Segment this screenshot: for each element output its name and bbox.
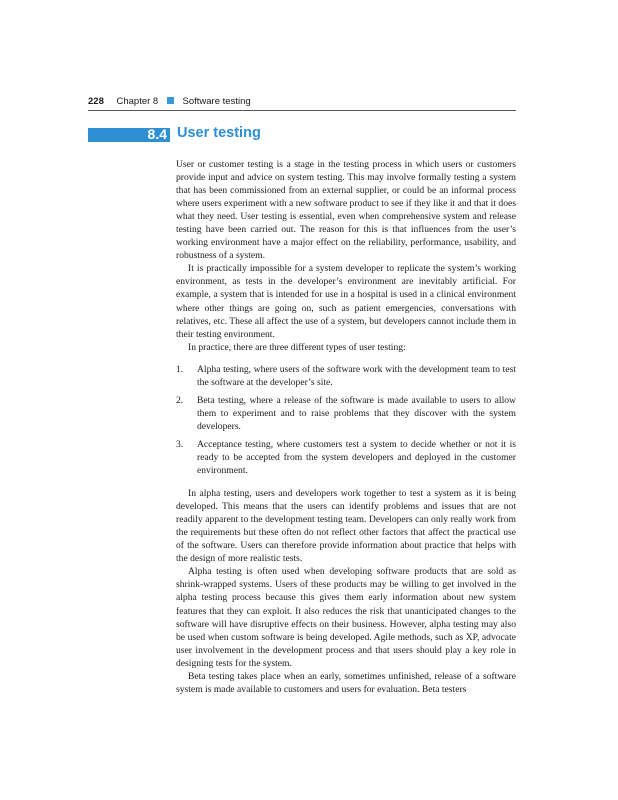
list-item — [176, 394, 516, 433]
section-title: User testing — [177, 125, 261, 141]
list-item — [176, 363, 516, 389]
paragraph: It is practically impossible for a system developer to replicate the system’s working environment, as tests in the developer’s environment are inevitably artificial. For example, a system that is intended for use in a hospital is used in a clinical environment where other things are going on, such as patient emergencies, conversations with relatives, etc. These all affect the use of a system, but developers cannot include them in their testing environment. — [176, 263, 516, 340]
paragraph: User or customer testing is a stage in the testing process in which users or customers provide input and advice on system testing. This may involve formally testing a system that has been commissioned from an external supplier, or could be an informal process where users experiment with a new software product to see if they like it and that it does what they need. User testing is essential, even when comprehensive system and release testing have been carried out. The reason for this is that influences from the user’s working environment have a major effect on the reliability, performance, usability, and robustness of a system. — [176, 159, 516, 262]
list-item — [176, 438, 516, 477]
paragraph: In alpha testing, users and developers work together to test a system as it is being developed. This means that the users can identify problems and issues that are not readily apparent to the development testing team. Developers can only really work from the requirements but these often do not reflect other factors that affect the practical use of the software. Users can therefore provide information about practice that helps with the design of more realistic tests. — [176, 488, 516, 565]
section-number: 8.4 — [147, 126, 167, 142]
list-item-number: 3. — [176, 438, 184, 450]
paragraph: Alpha testing is often used when developing software products that are sold as shrink-wrapped systems. Users of these products may be willing to get involved in the alpha testing process because this gives them early information about new system features that they can exploit. It also reduces the risk that unanticipated changes to the software will have disruptive effects on their business. However, alpha testing may also be used when custom software is being developed. Agile methods, such as XP, advocate user involvement in the development process and that users should play a key role in designing tests for the system. — [176, 566, 516, 669]
chapter-label: Chapter 8 — [116, 96, 159, 107]
page-number: 228 — [88, 96, 104, 107]
body-text — [176, 158, 516, 696]
square-bullet-icon — [167, 97, 174, 104]
list-item-text: Acceptance testing, where customers test a system to decide whether or not it is ready to be accepted from the system developers and deployed in the customer environment. — [197, 438, 516, 477]
list-item-text: Alpha testing, where users of the software work with the development team to test the software at the developer’s site. — [197, 363, 516, 388]
user-testing-types-list — [176, 363, 516, 477]
section-number-bar — [88, 128, 170, 142]
chapter-title: Software testing — [182, 96, 251, 107]
list-item-number: 2. — [176, 394, 184, 406]
running-header — [88, 96, 516, 110]
list-item-text: Beta testing, where a release of the software is made available to users to allow them to experiment and to raise problems that they discover with the system developers. — [197, 394, 516, 432]
list-item-number: 1. — [176, 363, 184, 375]
paragraph: Beta testing takes place when an early, sometimes unfinished, release of a software system is made available to customers and users for evaluation. Beta testers — [176, 670, 516, 695]
paragraph: In practice, there are three different types of user testing: — [188, 341, 406, 353]
header-rule — [88, 110, 516, 111]
